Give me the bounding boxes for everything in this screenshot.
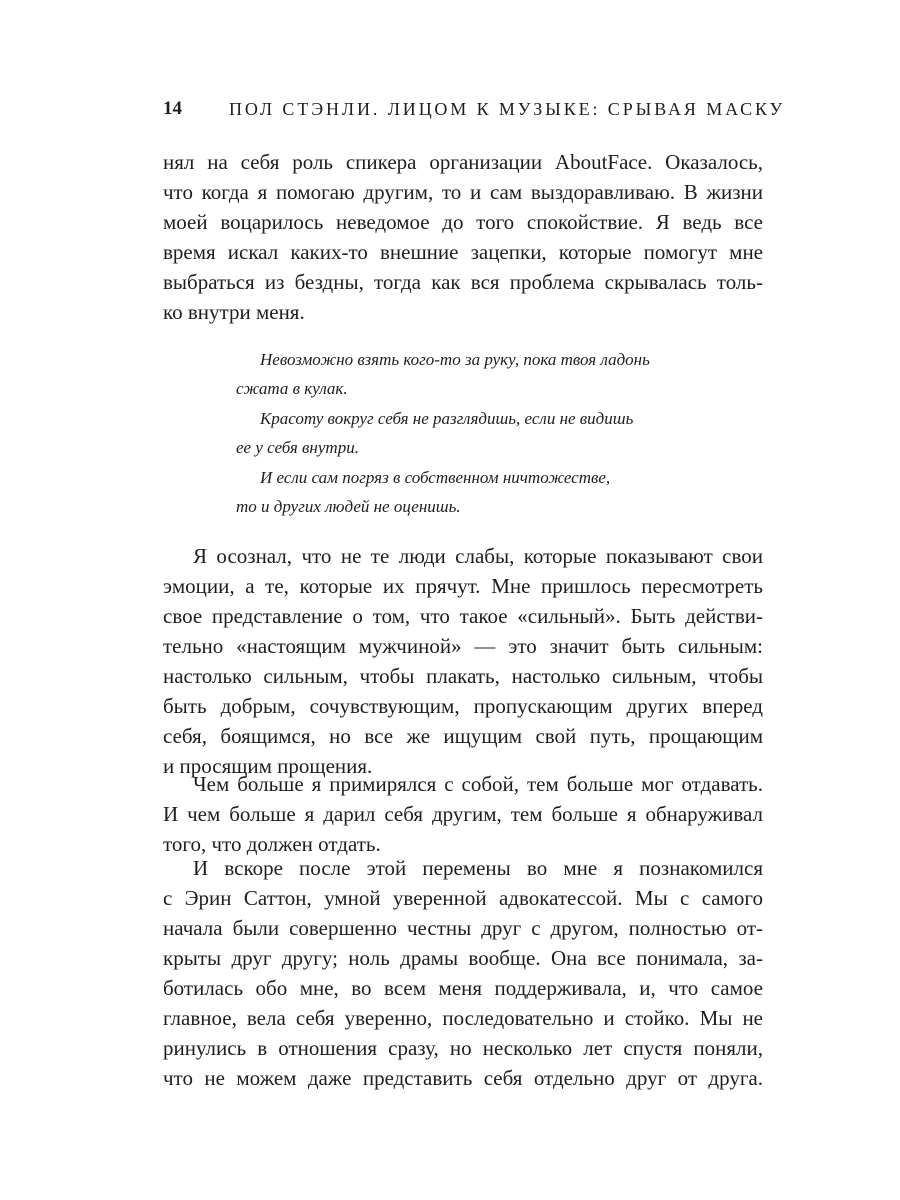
- poem-line: ее у себя внутри.: [236, 438, 359, 458]
- text-line: нял на себя роль спикера организации AboutFace. Оказалось,: [163, 150, 763, 174]
- text-line: главное, вела себя уверенно, последовательно и стойко. Мы не: [163, 1006, 763, 1030]
- text-line: свое представление о том, что такое «сильный». Быть действи-: [163, 604, 763, 628]
- book-title: ПОЛ СТЭНЛИ. ЛИЦОМ К МУЗЫКЕ: СРЫВАЯ МАСКУ: [229, 99, 786, 119]
- text-line: что не можем даже представить себя отдельно друг от друга.: [163, 1066, 763, 1090]
- text-line: настолько сильным, чтобы плакать, настолько сильным, чтобы: [163, 664, 763, 688]
- text-line: того, что должен отдать.: [163, 832, 381, 856]
- text-line: что когда я помогаю другим, то и сам выздоравливаю. В жизни: [163, 180, 763, 204]
- poem-line: сжата в кулак.: [236, 379, 348, 399]
- paragraph-2: [163, 541, 763, 781]
- text-line: тельно «настоящим мужчиной» — это значит быть сильным:: [163, 634, 763, 658]
- text-line: выбраться из бездны, тогда как вся проблема скрывалась толь-: [163, 270, 763, 294]
- text-line: ботилась обо мне, во всем меня поддерживала, и, что самое: [163, 976, 763, 1000]
- poem-line: И если сам погряз в собственном ничтожестве,: [260, 467, 611, 487]
- text-line: время искал каких-то внешние зацепки, которые помогут мне: [163, 240, 763, 264]
- text-line: крыты друг другу; ноль драмы вообще. Она все понимала, за-: [163, 946, 763, 970]
- text-line: моей воцарилось неведомое до того спокойствие. Я ведь все: [163, 210, 763, 234]
- text-line: ринулись в отношения сразу, но несколько лет спустя поняли,: [163, 1036, 763, 1060]
- paragraph-4: [163, 853, 763, 1093]
- text-line: и просящим прощения.: [163, 754, 373, 778]
- text-line: быть добрым, сочувствующим, пропускающим других вперед: [163, 694, 763, 718]
- poem-quote: [236, 345, 736, 521]
- text-line: Я осознал, что не те люди слабы, которые показывают свои: [193, 544, 763, 568]
- text-line: с Эрин Саттон, умной уверенной адвокатессой. Мы с самого: [163, 886, 763, 910]
- text-line: себя, боящимся, но все же ищущим свой путь, прощающим: [163, 724, 763, 748]
- poem-line: то и других людей не оценишь.: [236, 496, 461, 516]
- text-line: эмоции, а те, которые их прячут. Мне пришлось пересмотреть: [163, 574, 763, 598]
- running-head: [163, 94, 786, 124]
- text-line: ко внутри меня.: [163, 300, 305, 324]
- text-line: Чем больше я примирялся с собой, тем больше мог отдавать.: [193, 772, 763, 796]
- paragraph-3: [163, 769, 763, 859]
- text-line: начала были совершенно честны друг с другом, полностью от-: [163, 916, 763, 940]
- paragraph-1: [163, 147, 763, 327]
- page-number: 14: [163, 98, 182, 119]
- text-line: И вскоре после этой перемены во мне я познакомился: [193, 856, 763, 880]
- poem-line: Красоту вокруг себя не разглядишь, если не видишь: [260, 408, 634, 428]
- poem-line: Невозможно взять кого-то за руку, пока твоя ладонь: [260, 350, 650, 369]
- text-line: И чем больше я дарил себя другим, тем больше я обнаруживал: [163, 802, 763, 826]
